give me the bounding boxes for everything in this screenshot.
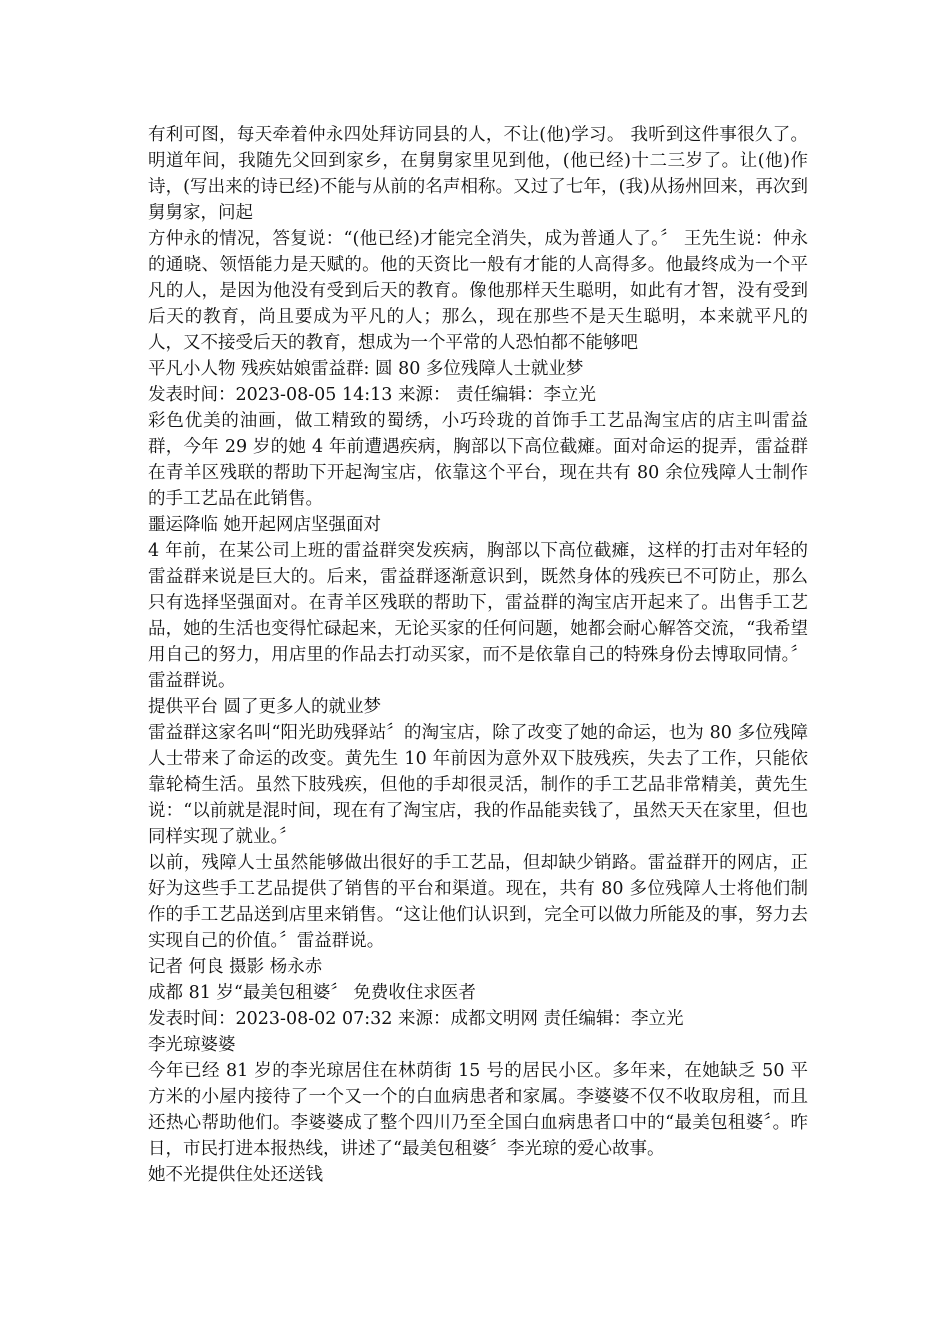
photo-caption: 李光琼婆婆 bbox=[148, 1035, 236, 1055]
body-paragraph-fangzhongyong-2: 方仲永的情况，答复说：“(他已经)才能完全消失，成为普通人了。〞 王先生说：仲永的通晓、领悟能力是天赋的。他的天资比一般有才能的人高得多。他最终成为一个平凡的人，是因为他没有受到后天的教育。像他那样天生聪明，如此有才智，没有受到后天的教育，尚且要成为平凡的人；那么，现在那些不是天生聪明，本来就平凡的人，又不接受后天的教育，想成为一个平常的人恐怕都不能够吧 bbox=[148, 229, 808, 353]
document-page bbox=[148, 122, 808, 1188]
body-paragraph-intro-1: 彩色优美的油画，做工精致的蜀绣，小巧玲珑的首饰手工艺品淘宝店的店主叫雷益群，今年 29 岁的她 4 年前遭遇疾病，胸部以下高位截瘫。面对命运的捉弄，雷益群在青羊区残联的帮助下开起淘宝店，依靠这个平台，现在共有 80 余位残障人士制作的手工艺品在此销售。 bbox=[148, 411, 808, 509]
body-paragraph-intro-2: 今年已经 81 岁的李光琼居住在林荫街 15 号的居民小区。多年来，在她缺乏 50 平方米的小屋内接待了一个又一个的白血病患者和家属。李婆婆不仅不收取房租，而且还热心帮助他们。李婆婆成了整个四川乃至全国白血病患者口中的“最美包租婆〞。昨日，市民打进本报热线，讲述了“最美包租婆〞李光琼的爱心故事。 bbox=[148, 1061, 808, 1159]
section-heading-3: 她不光提供住处还送钱 bbox=[148, 1165, 323, 1185]
article-title-li-guangqiong: 成都 81 岁“最美包租婆〞 免费收住求医者 bbox=[148, 983, 476, 1003]
article-meta-1: 发表时间：2023-08-05 14:13 来源： 责任编辑：李立光 bbox=[148, 385, 597, 405]
byline-1: 记者 何良 摄影 杨永赤 bbox=[148, 957, 323, 977]
body-paragraph-fangzhongyong-1: 有利可图，每天牵着仲永四处拜访同县的人，不让(他)学习。 我听到这件事很久了。明道年间，我随先父回到家乡，在舅舅家里见到他，(他已经)十二三岁了。让(他)作诗，(写出来的诗已经)不能与从前的名声相称。又过了七年，(我)从扬州回来，再次到舅舅家，问起 bbox=[148, 125, 808, 223]
article-title-lei-yiqun: 平凡小人物 残疾姑娘雷益群: 圆 80 多位残障人士就业梦 bbox=[148, 359, 584, 379]
body-paragraph-section-2b: 以前，残障人士虽然能够做出很好的手工艺品，但却缺少销路。雷益群开的网店，正好为这些手工艺品提供了销售的平台和渠道。现在，共有 80 多位残障人士将他们制作的手工艺品送到店里来销售。“这让他们认识到，完全可以做力所能及的事，努力去实现自己的价值。〞雷益群说。 bbox=[148, 853, 808, 951]
article-meta-2: 发表时间：2023-08-02 07:32 来源：成都文明网 责任编辑：李立光 bbox=[148, 1009, 684, 1029]
body-paragraph-section-2a: 雷益群这家名叫“阳光助残驿站〞的淘宝店，除了改变了她的命运，也为 80 多位残障人士带来了命运的改变。黄先生 10 年前因为意外双下肢残疾，失去了工作，只能依靠轮椅生活。虽然下肢残疾，但他的手却很灵活，制作的手工艺品非常精美，黄先生说：“以前就是混时间，现在有了淘宝店，我的作品能卖钱了，虽然天天在家里，但也同样实现了就业。〞 bbox=[148, 723, 808, 847]
body-paragraph-section-1: 4 年前，在某公司上班的雷益群突发疾病，胸部以下高位截瘫，这样的打击对年轻的雷益群来说是巨大的。后来，雷益群逐渐意识到，既然身体的残疾已不可防止，那么只有选择坚强面对。在青羊区残联的帮助下，雷益群的淘宝店开起来了。出售手工艺品，她的生活也变得忙碌起来，无论买家的任何问题，她都会耐心解答交流，“我希望用自己的努力，用店里的作品去打动买家，而不是依靠自己的特殊身份去博取同情。〞雷益群说。 bbox=[148, 541, 808, 691]
section-heading-1: 噩运降临 她开起网店坚强面对 bbox=[148, 515, 382, 535]
section-heading-2: 提供平台 圆了更多人的就业梦 bbox=[148, 697, 382, 717]
